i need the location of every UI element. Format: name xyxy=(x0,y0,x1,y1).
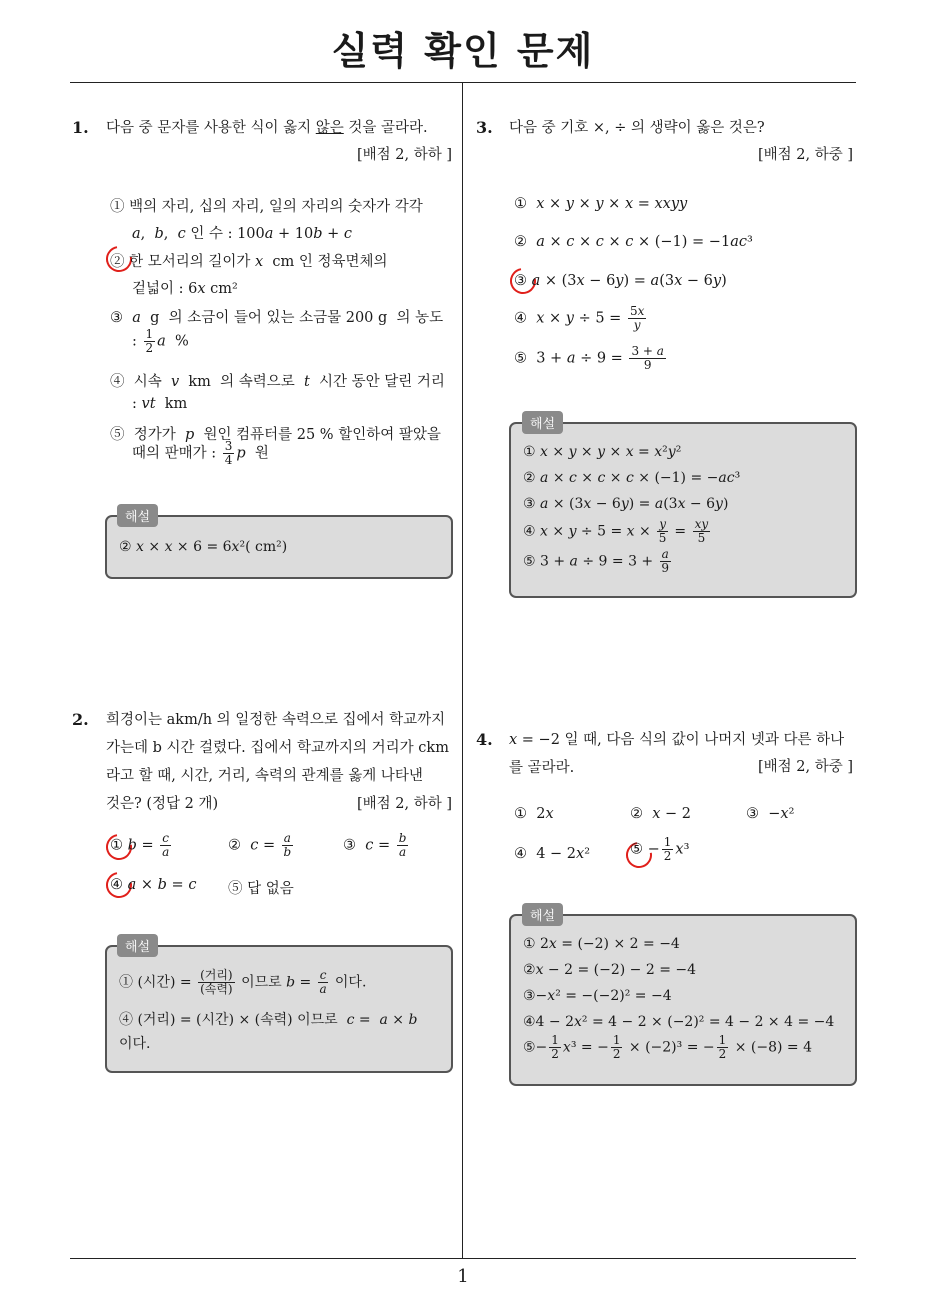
q4-option-3[interactable]: ③ −x² xyxy=(746,806,795,822)
bottom-divider xyxy=(70,1258,856,1259)
page-number: 1 xyxy=(457,1266,469,1287)
question-4-number: 4. xyxy=(476,730,493,749)
q2-option-2[interactable]: ② c = $\frac{a}{b}$ xyxy=(228,831,292,859)
q3-option-3[interactable]: ③ a × (3x − 6y) = a(3x − 6y) xyxy=(514,273,727,289)
q1-option-1[interactable]: ① 백의 자리, 십의 자리, 일의 자리의 숫자가 각각 xyxy=(110,199,423,215)
question-1-score: [배점 2, 하하 ] xyxy=(356,147,452,163)
q1-option-2-cont: 겉넓이 : 6x cm² xyxy=(132,281,238,297)
q4-option-4[interactable]: ④ 4 − 2x² xyxy=(514,846,591,862)
q1-solution-tag: 해설 xyxy=(117,504,158,527)
top-divider xyxy=(70,82,856,83)
q4-solution-line-4: ④4 − 2x² = 4 − 2 × (−2)² = 4 − 2 × 4 = −4 xyxy=(523,1014,835,1030)
question-2-number: 2. xyxy=(72,710,89,729)
q2-line-4: 것은? (정답 2 개) xyxy=(106,796,219,812)
q1-option-4-cont: : vt km xyxy=(132,396,188,412)
question-2-score: [배점 2, 하하 ] xyxy=(356,796,452,812)
q4-solution-box xyxy=(509,914,857,1086)
q3-solution-tag: 해설 xyxy=(522,411,563,434)
q1-option-5-cont: 때의 판매가 : $\frac{3}{4}$ p 원 xyxy=(132,439,269,467)
q3-option-4[interactable]: ④ x × y ÷ 5 = $\frac{5x}{y}$ xyxy=(514,304,645,332)
q3-option-2[interactable]: ② a × c × c × c × (−1) = −1ac³ xyxy=(514,234,753,250)
q2-solution-line-3: 이다. xyxy=(119,1036,151,1052)
q1-option-3-cont: : $\frac{1}{2}$ a % xyxy=(132,327,189,355)
question-1-text: 다음 중 문자를 사용한 식이 옳지 않은 것을 골라라. xyxy=(106,120,428,136)
q2-option-1[interactable]: ① b = $\frac{c}{a}$ xyxy=(110,831,170,859)
q3-solution-line-4: ④ x × y ÷ 5 = x × $\frac{y}{5}$ = $\frac{xy}{5}$ xyxy=(523,517,709,545)
q4-line-2: 를 골라라. xyxy=(509,760,575,776)
q4-solution-line-2: ②x − 2 = (−2) − 2 = −4 xyxy=(523,962,697,978)
q3-option-5[interactable]: ⑤ 3 + a ÷ 9 = $\frac{3 + a}{9}$ xyxy=(514,344,664,372)
q3-solution-line-5: ⑤ 3 + a ÷ 9 = 3 + $\frac{a}{9}$ xyxy=(523,547,670,575)
q2-option-4[interactable]: ④ a × b = c xyxy=(110,877,197,893)
question-3-score: [배점 2, 하중 ] xyxy=(757,147,853,163)
q3-option-1[interactable]: ① x × y × y × x = xxyy xyxy=(514,196,688,212)
column-divider xyxy=(462,82,463,1259)
q4-solution-line-3: ③−x² = −(−2)² = −4 xyxy=(523,988,672,1004)
q1-solution-line: ② x × x × 6 = 6x²( cm²) xyxy=(119,539,288,555)
q1-option-4[interactable]: ④ 시속 v km 의 속력으로 t 시간 동안 달린 거리 xyxy=(110,374,445,390)
q2-option-5[interactable]: ⑤ 답 없음 xyxy=(228,881,294,897)
q4-solution-tag: 해설 xyxy=(522,903,563,926)
page-title: 실력 확인 문제 xyxy=(331,29,595,73)
q4-option-2[interactable]: ② x − 2 xyxy=(630,806,691,822)
question-4-score: [배점 2, 하중 ] xyxy=(757,759,853,775)
q4-solution-line-5: ⑤− $\frac{1}{2}$ x³ = − $\frac{1}{2}$ × (−2)³ = − $\frac{1}{2}$ × (−8) = 4 xyxy=(523,1033,812,1061)
q3-solution-line-1: ① x × y × y × x = x²y² xyxy=(523,444,682,460)
question-1-number: 1. xyxy=(72,118,89,137)
q4-line-1: x = −2 일 때, 다음 식의 값이 나머지 넷과 다른 하나 xyxy=(509,732,845,748)
q1-option-2[interactable]: ② 한 모서리의 길이가 x cm 인 정육면체의 xyxy=(110,254,388,270)
q2-option-3[interactable]: ③ c = $\frac{b}{a}$ xyxy=(343,831,407,859)
q1-option-5[interactable]: ⑤ 정가가 p 원인 컴퓨터를 25 % 할인하여 팔았을 xyxy=(110,427,441,443)
q2-solution-line-2: ④ (거리) = (시간) × (속력) 이므로 c = a × b xyxy=(119,1012,418,1028)
q3-solution-line-3: ③ a × (3x − 6y) = a(3x − 6y) xyxy=(523,496,729,512)
q4-solution-line-1: ① 2x = (−2) × 2 = −4 xyxy=(523,936,680,952)
q1-option-3[interactable]: ③ a g 의 소금이 들어 있는 소금물 200 g 의 농도 xyxy=(110,310,444,326)
q3-solution-line-2: ② a × c × c × c × (−1) = −ac³ xyxy=(523,470,741,486)
q4-option-5[interactable]: ⑤ − $\frac{1}{2}$ x³ xyxy=(630,835,690,863)
q1-option-1-cont: a, b, c 인 수 : 100a + 10b + c xyxy=(132,226,353,242)
q2-line-3: 라고 할 때, 시간, 거리, 속력의 관계를 옳게 나타낸 xyxy=(106,768,423,784)
q4-option-1[interactable]: ① 2x xyxy=(514,806,554,822)
q2-solution-tag: 해설 xyxy=(117,934,158,957)
question-3-text: 다음 중 기호 ×, ÷ 의 생략이 옳은 것은? xyxy=(509,120,765,136)
q2-solution-box xyxy=(105,945,453,1073)
q2-solution-line-1: ① (시간) = $\frac{\text{(거리)}}{\text{(속력)}}$ 이므로 b = $\frac{c}{a}$ 이다. xyxy=(119,968,367,996)
q3-solution-box xyxy=(509,422,857,598)
q2-line-2: 가는데 b 시간 걸렸다. 집에서 학교까지의 거리가 ckm xyxy=(106,740,449,756)
question-3-number: 3. xyxy=(476,118,493,137)
q2-line-1: 희경이는 akm/h 의 일정한 속력으로 집에서 학교까지 xyxy=(106,712,446,728)
